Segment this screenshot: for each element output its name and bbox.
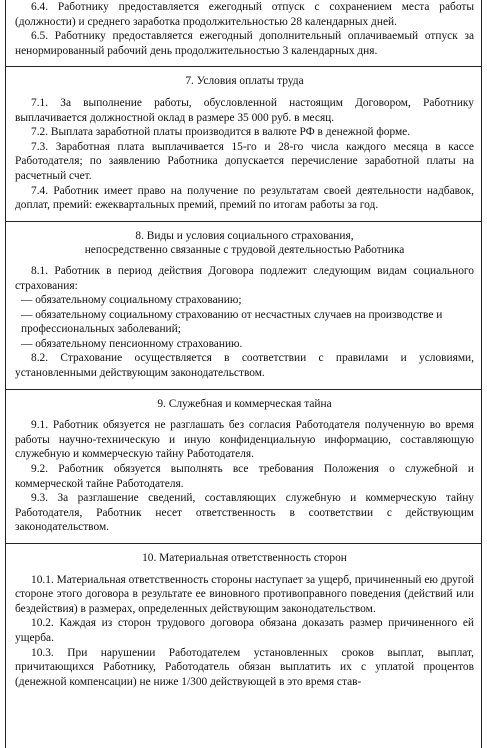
paragraph-9-1: 9.1. Работник обязуется не разглашать без согласия Работодателя полученную во время работы научно-техническую и иную конфиденциальную информацию, составляющую служебную и коммерческую тайну Работодателя. [15, 419, 474, 461]
section-title: 7. Условия оплаты труда [185, 75, 304, 88]
paragraph-6-5: 6.5. Работнику предоставляется ежегодный дополнительный оплачиваемый отпуск за ненормированный рабочий день продолжительностью 3 календарных дня. [15, 30, 474, 57]
section-10 [6, 543, 481, 689]
section-title: 10. Материальная ответственность сторон [142, 552, 347, 564]
list-item: — обязательному социальному страхованию; [21, 294, 242, 307]
paragraph-7-2: 7.2. Выплата заработной платы производится в валюте РФ в денежной форме. [31, 126, 411, 139]
paragraph-8-1: 8.1. Работник в период действия Договора подлежит следующим видам социального страхования: [15, 264, 474, 292]
paragraph-8-2: 8.2. Страхование осуществляется в соответствии с правилами и условиями, установленными действующим законодательством. [15, 352, 474, 380]
paragraph-7-4: 7.4. Работник имеет право на получение по результатам своей деятельности надбавок, доплат, премий: ежеквартальных премий, премий по итогам работы за год. [15, 184, 474, 212]
paragraph-7-3: 7.3. Заработная плата выплачивается 15-го и 28-го числа каждого месяца в кассе Работодателя; по заявлению Работника допускается перечисление заработной платы на расчетный счет. [15, 140, 474, 182]
paragraph-10-1: 10.1. Материальная ответственность стороны наступает за ущерб, причиненный ею другой стороне этого договора в результате ее виновного противоправного поведения (действий или бездействия) в размерах, определенных действующим законодательством. [15, 573, 474, 615]
paragraph-9-3: 9.3. За разглашение сведений, составляющих служебную и коммерческую тайну Работодателя, Работник несет ответственность в соответствии с действующим законодательством. [15, 492, 474, 534]
document-page [5, 0, 482, 748]
paragraph-7-1: 7.1. За выполнение работы, обусловленной настоящим Договором, Работнику выплачивается должностной оклад в размере 35 000 руб. в месяц. [15, 96, 474, 124]
list-item: — обязательному социальному страхованию от несчастных случаев на производстве и профессиональных заболеваний; [21, 308, 443, 336]
section-title-line-1: 8. Виды и условия социального страхования, [135, 229, 354, 242]
section-title: 9. Служебная и коммерческая тайна [157, 397, 332, 410]
section-7 [6, 66, 481, 212]
section-9 [6, 389, 481, 535]
paragraph-10-3: 10.3. При нарушении Работодателем установленных сроков выплат, выплат, причитающихся Работнику, Работодатель обязан выплатить их с уплатой процентов (денежной компенсации) не ниже 1/300 действующей в это время став- [15, 646, 474, 688]
section-8 [6, 221, 481, 381]
section-title [15, 229, 474, 258]
list-item: — обязательному пенсионному страхованию. [21, 337, 243, 350]
section-title-line-2: непосредственно связанные с трудовой деятельностью Работника [84, 244, 405, 257]
paragraph-6-4: 6.4. Работнику предоставляется ежегодный отпуск с сохранением места работы (должности) и среднего заработка продолжительностью 28 календарных дней. [15, 1, 474, 28]
paragraph-10-2: 10.2. Каждая из сторон трудового договора обязана доказать размер причиненного ей ущерба. [15, 617, 474, 644]
section-6-tail [15, 0, 474, 58]
paragraph-9-2: 9.2. Работник обязуется выполнять все требования Положения о служебной и коммерческой тайне Работодателя. [15, 463, 474, 490]
